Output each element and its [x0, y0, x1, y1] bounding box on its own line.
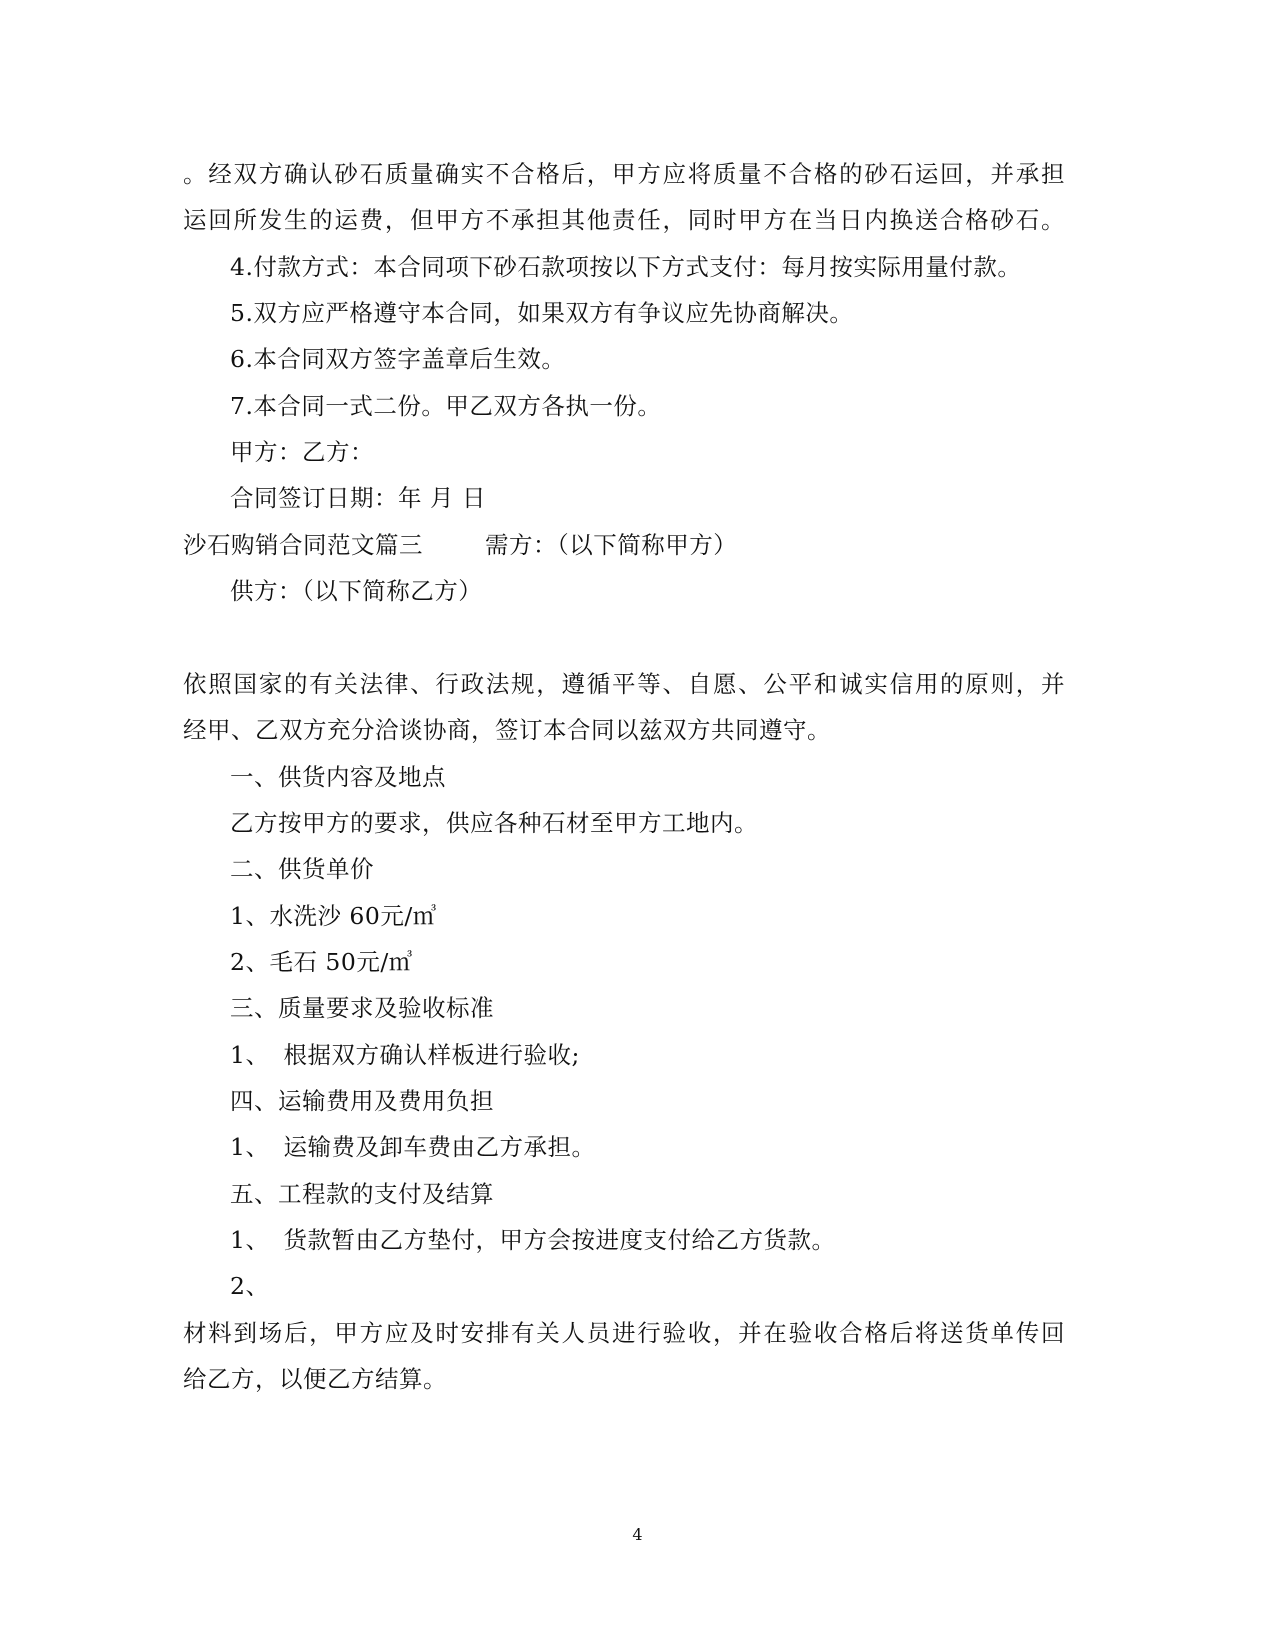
paragraph-line: 给乙方，以便乙方结算。 — [183, 1365, 447, 1393]
supplier-label: 供方：（以下简称乙方） — [230, 577, 483, 605]
item-number: 1、 — [230, 1133, 270, 1161]
article-item — [230, 1225, 835, 1255]
article-heading-5: 五、工程款的支付及结算 — [230, 1180, 494, 1208]
article-text: 乙方按甲方的要求，供应各种石材至甲方工地内。 — [230, 809, 758, 837]
article-heading-1: 一、供货内容及地点 — [230, 763, 446, 791]
paragraph-line: 运回所发生的运费，但甲方不承担其他责任，同时甲方在当日内换送合格砂石。 — [183, 206, 1065, 234]
signature-parties: 甲方：乙方： — [230, 438, 374, 466]
paragraph-line: 。经双方确认砂石质量确实不合格后，甲方应将质量不合格的砂石运回，并承担 — [183, 160, 1065, 188]
item-text: 货款暂由乙方垫付，甲方会按进度支付给乙方货款。 — [283, 1226, 836, 1254]
item-text: 运输费及卸车费由乙方承担。 — [283, 1133, 596, 1161]
paragraph-line: 依照国家的有关法律、行政法规，遵循平等、自愿、公平和诚实信用的原则，并 — [183, 670, 1065, 698]
buyer-label: 需方：（以下简称甲方） — [485, 531, 738, 559]
item-number: 1、 — [230, 1041, 270, 1069]
section-title: 沙石购销合同范文篇三 — [183, 531, 423, 559]
page-number: 4 — [632, 1525, 643, 1544]
article-heading-3: 三、质量要求及验收标准 — [230, 994, 494, 1022]
item-number: 2、 — [230, 1272, 270, 1300]
article-item — [230, 1132, 595, 1162]
item-number: 1、 — [230, 1226, 270, 1254]
price-item-sand: 1、水洗沙 60元/㎥ — [230, 902, 437, 930]
clause-6: 6.本合同双方签字盖章后生效。 — [230, 345, 566, 373]
signing-date: 合同签订日期：年 月 日 — [230, 484, 486, 512]
clause-5: 5.双方应严格遵守本合同，如果双方有争议应先协商解决。 — [230, 299, 854, 327]
paragraph-line: 材料到场后，甲方应及时安排有关人员进行验收，并在验收合格后将送货单传回 — [183, 1319, 1065, 1347]
clause-7: 7.本合同一式二份。甲乙双方各执一份。 — [230, 392, 662, 420]
item-text: 根据双方确认样板进行验收; — [283, 1041, 580, 1069]
section-heading-line — [183, 530, 737, 560]
article-heading-2: 二、供货单价 — [230, 855, 374, 883]
price-item-rubble: 2、毛石 50元/㎥ — [230, 948, 413, 976]
clause-4: 4.付款方式：本合同项下砂石款项按以下方式支付：每月按实际用量付款。 — [230, 253, 1022, 281]
article-heading-4: 四、运输费用及费用负担 — [230, 1087, 494, 1115]
paragraph-line: 经甲、乙双方充分洽谈协商，签订本合同以兹双方共同遵守。 — [183, 716, 831, 744]
article-item — [230, 1040, 580, 1070]
